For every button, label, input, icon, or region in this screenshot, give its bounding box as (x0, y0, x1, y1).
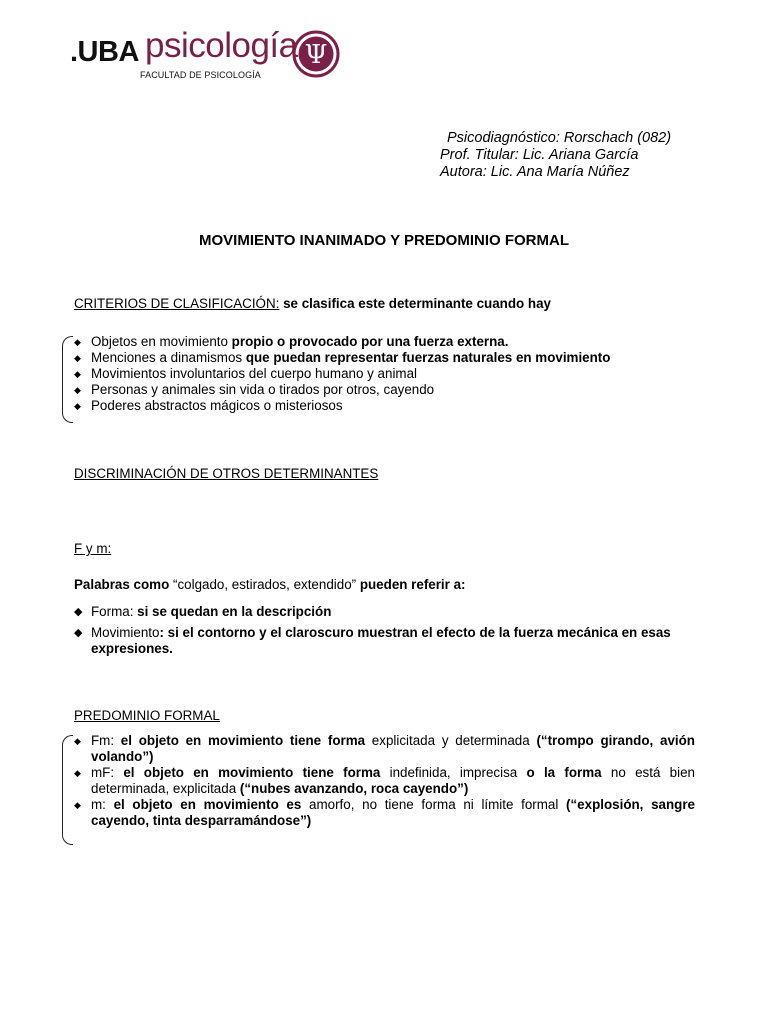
list-item: ◆ Menciones a dinamismos que puedan representar fuerzas naturales en movimiento (74, 350, 611, 365)
predominio-list (74, 733, 695, 829)
discriminacion-heading: DISCRIMINACIÓN DE OTROS DETERMINANTES (74, 466, 379, 481)
psi-emblem-icon (292, 30, 340, 78)
logo-psicologia: psicología (145, 26, 298, 65)
criterios-list (74, 334, 694, 414)
predominio-heading: PREDOMINIO FORMAL (74, 708, 220, 723)
diamond-bullet-icon: ◆ (74, 736, 81, 746)
diamond-bullet-icon: ◆ (74, 337, 81, 347)
list-item: ◆ Movimiento: si el contorno y el claroscuro muestran el efecto de la fuerza mecánica en esas expresiones. (74, 625, 671, 656)
list-item: ◆ Personas y animales sin vida o tirados por otros, cayendo (74, 382, 435, 397)
criterios-intro: se clasifica este determinante cuando hay (279, 296, 552, 311)
palabras-line: Palabras como “colgado, estirados, extendido” pueden referir a: (74, 577, 466, 592)
diamond-bullet-icon: ◆ (74, 369, 81, 379)
list-item: ◆ Poderes abstractos mágicos o misteriosos (74, 398, 343, 413)
professor-name: Prof. Titular: Lic. Ariana García (440, 147, 639, 163)
diamond-bullet-icon: ◆ (74, 800, 81, 810)
criterios-line (74, 296, 551, 311)
diamond-bullet-icon: ◆ (74, 627, 83, 639)
list-item: ◆ Forma: si se quedan en la descripción (74, 604, 332, 619)
diamond-bullet-icon: ◆ (74, 768, 81, 778)
logo-facultad: FACULTAD DE PSICOLOGÍA (140, 70, 261, 80)
list-item: ◆ Objetos en movimiento propio o provocado por una fuerza externa. (74, 334, 509, 349)
list-item: ◆ mF: el objeto en movimiento tiene forma indefinida, imprecisa o la forma no está bien determinada, explicitada (“nubes avanzando, roca cayendo”) (74, 765, 695, 796)
psi-glyph: Ψ (304, 40, 328, 70)
list-item: ◆ m: el objeto en movimiento es amorfo, no tiene forma ni límite formal (“explosión, sangre cayendo, tinta desparramándose”) (74, 797, 696, 828)
diamond-bullet-icon: ◆ (74, 353, 81, 363)
criterios-heading: CRITERIOS DE CLASIFICACIÓN: (74, 296, 280, 311)
author-name: Autora: Lic. Ana María Núñez (440, 164, 630, 180)
document-title: MOVIMIENTO INANIMADO Y PREDOMINIO FORMAL (198, 232, 569, 249)
bracket-decoration (62, 336, 73, 423)
bracket-decoration (62, 735, 73, 845)
course-name: Psicodiagnóstico: Rorschach (082) (447, 130, 672, 146)
fym-list (74, 604, 694, 662)
logo-uba: .UBA (70, 36, 139, 68)
list-item: ◆ Movimientos involuntarios del cuerpo humano y animal (74, 366, 418, 381)
diamond-bullet-icon: ◆ (74, 606, 83, 618)
fym-heading: F y m: (74, 541, 112, 556)
diamond-bullet-icon: ◆ (74, 385, 81, 395)
diamond-bullet-icon: ◆ (74, 401, 81, 411)
list-item: ◆ Fm: el objeto en movimiento tiene forma explicitada y determinada (“trompo girando, avión volando”) (74, 733, 695, 764)
